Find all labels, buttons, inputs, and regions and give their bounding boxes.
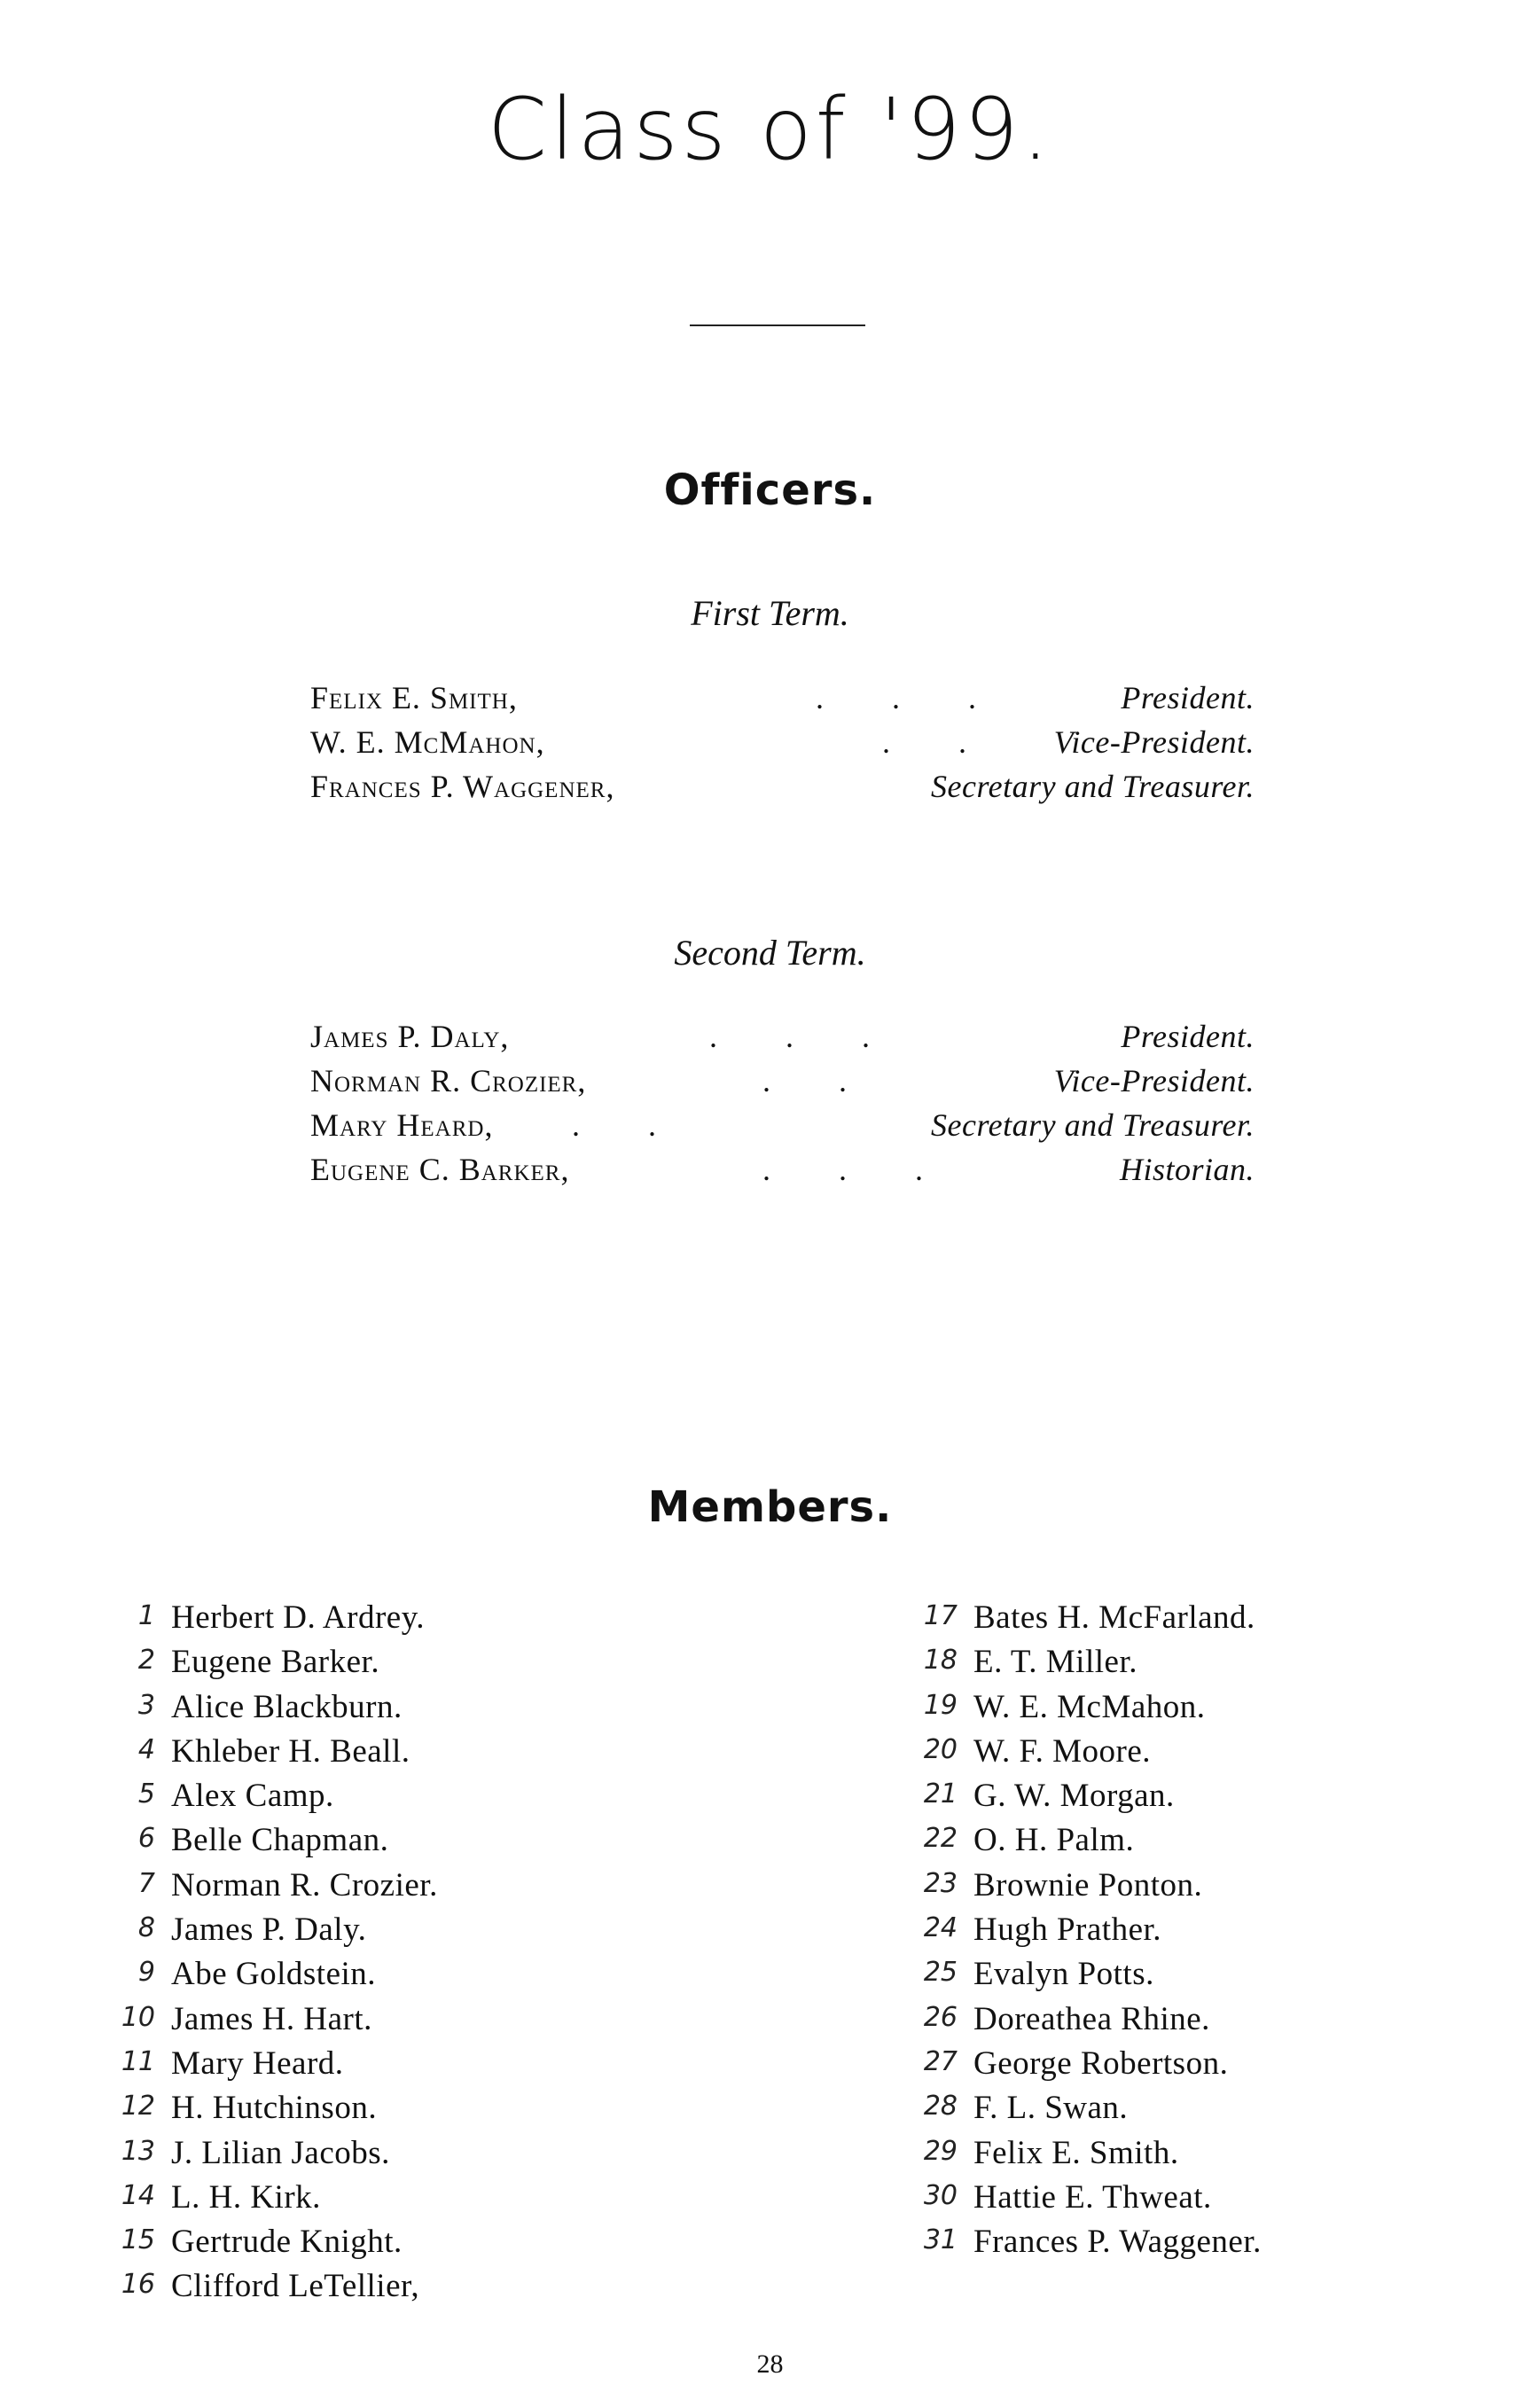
list-item [121,2176,625,2220]
handwritten-number: 20 [923,1733,958,1765]
leader-dots: . . [762,1063,877,1098]
list-item [137,1640,625,1685]
page-title: Class of '99. [487,80,1053,179]
handwritten-number: 1 [137,1600,155,1631]
handwritten-number: 3 [137,1689,155,1721]
handwritten-number: 31 [923,2224,958,2256]
handwritten-number: 9 [137,1957,155,1989]
officer-name: Norman R. Crozier, [310,1063,587,1098]
handwritten-number: 18 [923,1645,958,1677]
handwritten-number: 11 [121,2045,155,2077]
member-name: Bates H. McFarland. [973,1599,1255,1636]
leader-dots: . . [882,724,997,760]
list-item [121,2042,625,2086]
member-name: Herbert D. Ardrey. [171,1599,426,1636]
handwritten-number: 16 [121,2269,155,2301]
list-item [923,1818,1427,1863]
member-name: James P. Daly. [171,1911,367,1949]
member-name: Gertrude Knight. [171,2224,403,2261]
officer-name: Felix E. Smith, [310,680,518,715]
handwritten-number: 26 [923,2001,958,2033]
list-item [923,1596,1427,1640]
member-name: H. Hutchinson. [171,2090,378,2127]
members-list-left [121,1596,625,2310]
list-item [121,2131,625,2176]
member-name: W. F. Moore. [973,1732,1152,1770]
handwritten-number: 28 [923,2091,958,2122]
list-item [137,1685,625,1730]
list-item [137,1952,625,1997]
handwritten-number: 13 [121,2135,155,2167]
members-heading: Members. [647,1482,893,1532]
list-item [137,1774,625,1818]
member-name: J. Lilian Jacobs. [171,2134,390,2171]
member-name: Hugh Prather. [973,1911,1162,1949]
list-item [923,1685,1427,1730]
list-item [923,1640,1427,1685]
officer-role: Vice-President. [1053,1063,1255,1098]
list-item [923,2131,1427,2176]
list-item [923,1997,1427,2042]
member-name: Felix E. Smith. [973,2134,1179,2171]
officer-row [310,679,1255,723]
member-name: L. H. Kirk. [171,2178,321,2216]
members-list-right [923,1596,1427,2264]
handwritten-number: 14 [121,2179,155,2211]
list-item [923,1774,1427,1818]
handwritten-number: 10 [121,2001,155,2033]
second-term-label: Second Term. [674,933,866,973]
officer-role: Historian. [1119,1152,1255,1187]
officer-name: James P. Daly, [310,1019,510,1054]
title-divider [690,324,865,326]
list-item [121,2264,625,2309]
officer-role: Secretary and Treasurer. [931,1107,1255,1143]
officer-row [310,1062,1255,1106]
officer-role: President. [1121,1019,1255,1054]
member-name: Abe Goldstein. [171,1956,377,1993]
list-item [137,1908,625,1952]
officer-role: Vice-President. [1053,724,1255,760]
member-name: E. T. Miller. [973,1644,1137,1681]
officer-row [310,1151,1255,1195]
handwritten-number: 25 [923,1957,958,1989]
handwritten-number: 15 [121,2224,155,2256]
member-name: Khleber H. Beall. [171,1732,410,1770]
member-name: O. H. Palm. [973,1822,1135,1859]
member-name: F. L. Swan. [973,2090,1129,2127]
member-name: Belle Chapman. [171,1822,389,1859]
handwritten-number: 30 [923,2179,958,2211]
member-name: James H. Hart. [171,2000,372,2037]
member-name: Hattie E. Thweat. [973,2178,1212,2216]
member-name: Evalyn Potts. [973,1956,1154,1993]
first-term-label: First Term. [691,593,849,633]
handwritten-number: 22 [923,1823,958,1855]
leader-dots: . . . [709,1019,900,1054]
member-name: Alex Camp. [171,1778,334,1815]
handwritten-number: 2 [137,1645,155,1677]
handwritten-number: 8 [137,1912,155,1944]
list-item [121,1997,625,2042]
list-item [923,1730,1427,1774]
officer-name: Frances P. Waggener, [310,769,615,804]
member-name: Clifford LeTellier, [171,2268,420,2305]
handwritten-number: 23 [923,1867,958,1899]
handwritten-number: 17 [923,1600,958,1631]
handwritten-number: 5 [137,1778,155,1810]
handwritten-number: 27 [923,2045,958,2077]
member-name: Frances P. Waggener. [973,2224,1262,2261]
officers-heading: Officers. [663,465,877,515]
officer-role: Secretary and Treasurer. [931,769,1255,804]
handwritten-number: 7 [137,1867,155,1899]
member-name: G. W. Morgan. [973,1778,1175,1815]
handwritten-number: 21 [923,1778,958,1810]
list-item [121,2086,625,2130]
handwritten-number: 4 [137,1733,155,1765]
member-name: George Robertson. [973,2044,1229,2082]
officer-name: Eugene C. Barker, [310,1152,570,1187]
list-item [923,1864,1427,1908]
handwritten-number: 12 [121,2091,155,2122]
handwritten-number: 6 [137,1823,155,1855]
list-item [923,2042,1427,2086]
list-item [121,2220,625,2264]
officer-row [310,723,1255,768]
list-item [923,2086,1427,2130]
list-item [137,1864,625,1908]
leader-dots: . . . [816,680,1006,715]
officer-row [310,1106,1255,1151]
list-item [923,2176,1427,2220]
leader-dots: . . . [762,1152,953,1187]
leader-dots: . . [572,1107,686,1143]
member-name: Eugene Barker. [171,1644,380,1681]
handwritten-number: 29 [923,2135,958,2167]
member-name: Norman R. Crozier. [171,1866,438,1903]
list-item [923,1952,1427,1997]
list-item [137,1730,625,1774]
list-item [923,1908,1427,1952]
officer-row [310,1018,1255,1062]
officer-row [310,768,1255,812]
officer-name: W. E. McMahon, [310,724,545,760]
officer-name: Mary Heard, [310,1107,494,1143]
list-item [137,1818,625,1863]
page-number: 28 [756,2349,784,2379]
member-name: W. E. McMahon. [973,1688,1206,1725]
member-name: Doreathea Rhine. [973,2000,1210,2037]
member-name: Mary Heard. [171,2044,344,2082]
member-name: Brownie Ponton. [973,1866,1203,1903]
list-item [137,1596,625,1640]
handwritten-number: 24 [923,1912,958,1944]
handwritten-number: 19 [923,1689,958,1721]
list-item [923,2220,1427,2264]
member-name: Alice Blackburn. [171,1688,403,1725]
officer-role: President. [1121,680,1255,715]
